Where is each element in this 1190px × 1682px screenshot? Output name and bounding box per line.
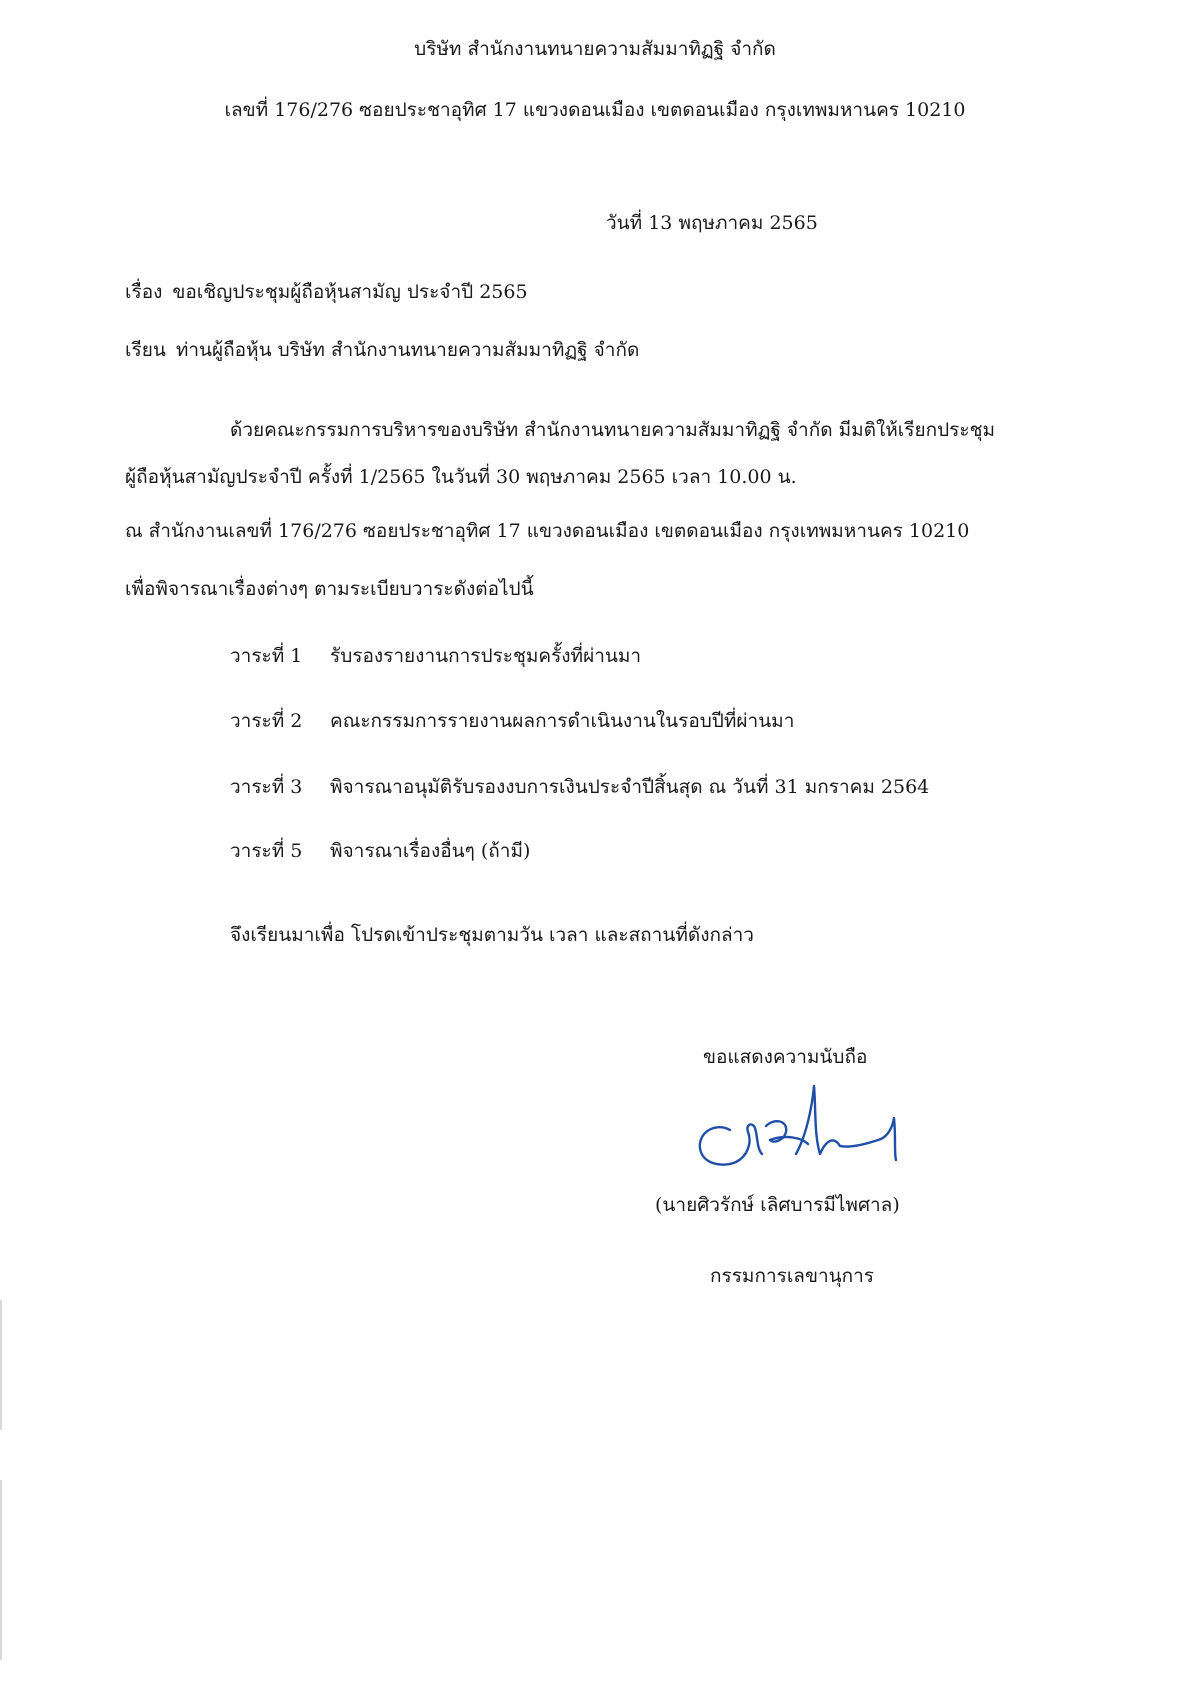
agenda-item-text: พิจารณาเรื่องอื่นๆ (ถ้ามี) (330, 840, 531, 862)
salutation-text: ท่านผู้ถือหุ้น บริษัท สำนักงานทนายความสัมมาทิฏฐิ จำกัด (175, 339, 640, 361)
agenda-item-text: คณะกรรมการรายงานผลการดำเนินงานในรอบปีที่ผ่านมา (330, 710, 795, 732)
salutation-line (125, 337, 639, 363)
subject-line (125, 279, 528, 305)
body-paragraph-line-3: ณ สำนักงานเลขที่ 176/276 ซอยประชาอุทิศ 17 แขวงดอนเมือง เขตดอนเมือง กรุงเทพมหานคร 10210 (125, 520, 970, 542)
complimentary-close: ขอแสดงความนับถือ (703, 1046, 868, 1068)
agenda-item-label: วาระที่ 2 (230, 710, 303, 732)
agenda-item-text: พิจารณาอนุมัติรับรองงบการเงินประจำปีสิ้นสุด ณ วันที่ 31 มกราคม 2564 (330, 776, 930, 798)
subject-text: ขอเชิญประชุมผู้ถือหุ้นสามัญ ประจำปี 2565 (172, 281, 528, 303)
agenda-item-label: วาระที่ 5 (230, 840, 303, 862)
body-paragraph-line-2: ผู้ถือหุ้นสามัญประจำปี ครั้งที่ 1/2565 ในวันที่ 30 พฤษภาคม 2565 เวลา 10.00 น. (125, 466, 797, 488)
agenda-item-label: วาระที่ 1 (230, 645, 303, 667)
agenda-item (230, 643, 641, 669)
agenda-item (230, 774, 929, 800)
signature-image (690, 1078, 910, 1173)
subject-label: เรื่อง (125, 281, 163, 303)
agenda-item (230, 708, 794, 734)
company-address: เลขที่ 176/276 ซอยประชาอุทิศ 17 แขวงดอนเมือง เขตดอนเมือง กรุงเทพมหานคร 10210 (224, 99, 966, 121)
signer-title: กรรมการเลขานุการ (710, 1265, 874, 1287)
agenda-item-label: วาระที่ 3 (230, 776, 303, 798)
scan-edge-mark (0, 1300, 2, 1430)
signer-name: (นายศิวรักษ์ เลิศบารมีไพศาล) (655, 1194, 900, 1216)
letter-date: วันที่ 13 พฤษภาคม 2565 (606, 212, 818, 234)
company-name: บริษัท สำนักงานทนายความสัมมาทิฏฐิ จำกัด (414, 38, 776, 60)
agenda-item-text: รับรองรายงานการประชุมครั้งที่ผ่านมา (330, 645, 642, 667)
agenda-item (230, 838, 530, 864)
closing-line: จึงเรียนมาเพื่อ โปรดเข้าประชุมตามวัน เวลา และสถานที่ดังกล่าว (230, 924, 754, 946)
scan-edge-mark (0, 1480, 2, 1660)
body-paragraph-line-4: เพื่อพิจารณาเรื่องต่างๆ ตามระเบียบวาระดังต่อไปนี้ (125, 578, 534, 600)
body-paragraph-line-1: ด้วยคณะกรรมการบริหารของบริษัท สำนักงานทนายความสัมมาทิฏฐิ จำกัด มีมติให้เรียกประชุม (230, 419, 995, 441)
salutation-label: เรียน (125, 339, 166, 361)
